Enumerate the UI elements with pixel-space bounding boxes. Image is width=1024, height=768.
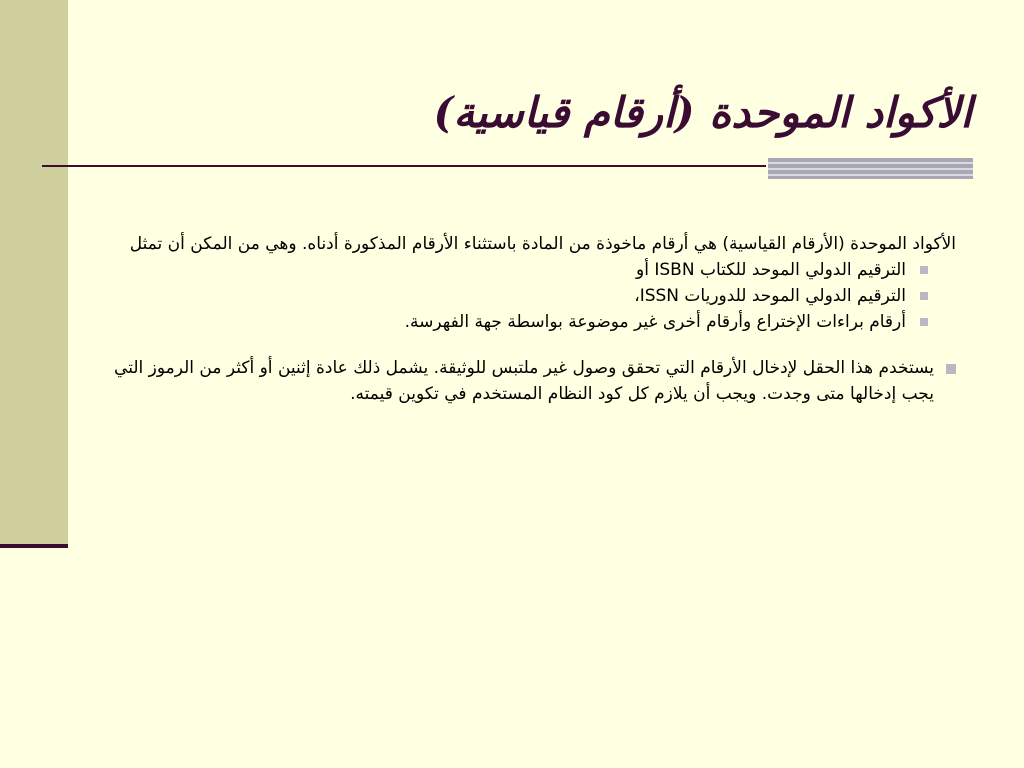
main-bullet-text: يستخدم هذا الحقل لإدخال الأرقام التي تحقق وصول غير ملتبس للوثيقة. يشمل ذلك عادة إثنين أو أكثر من الرموز التي يجب إدخالها متى وجدت. ويجب أن يلازم كل كود النظام المستخدم في تكوين قيمته. bbox=[114, 358, 934, 404]
square-bullet-icon bbox=[946, 364, 956, 374]
main-bullet-list bbox=[96, 355, 956, 407]
sub-bullet-list bbox=[96, 257, 956, 335]
sub-bullet-text: أرقام براءات الإختراع وأرقام أخرى غير موضوعة بواسطة جهة الفهرسة. bbox=[404, 312, 906, 332]
slide-title: الأكواد الموحدة (أرقام قياسية) bbox=[433, 88, 972, 137]
sub-bullet-text: الترقيم الدولي الموحد للدوريات ISSN، bbox=[634, 286, 906, 306]
square-bullet-icon bbox=[920, 266, 928, 274]
intro-paragraph: الأكواد الموحدة (الأرقام القياسية) هي أرقام ماخوذة من المادة باستثناء الأرقام المذكورة أدناه. وهي من المكن أن تمثل bbox=[129, 234, 956, 254]
square-bullet-icon bbox=[920, 292, 928, 300]
sub-bullet-item bbox=[96, 257, 928, 283]
main-bullet-item bbox=[96, 355, 934, 407]
sub-bullet-item bbox=[96, 309, 928, 335]
slide-body bbox=[96, 231, 956, 407]
spacer bbox=[96, 335, 956, 355]
title-divider-line bbox=[42, 165, 766, 167]
title-divider-accent bbox=[768, 158, 973, 179]
sub-bullet-text: الترقيم الدولي الموحد للكتاب ISBN أو bbox=[636, 260, 906, 280]
left-bar-underline bbox=[0, 544, 68, 548]
square-bullet-icon bbox=[920, 318, 928, 326]
sub-bullet-item bbox=[96, 283, 928, 309]
left-decorative-bar bbox=[0, 0, 68, 546]
